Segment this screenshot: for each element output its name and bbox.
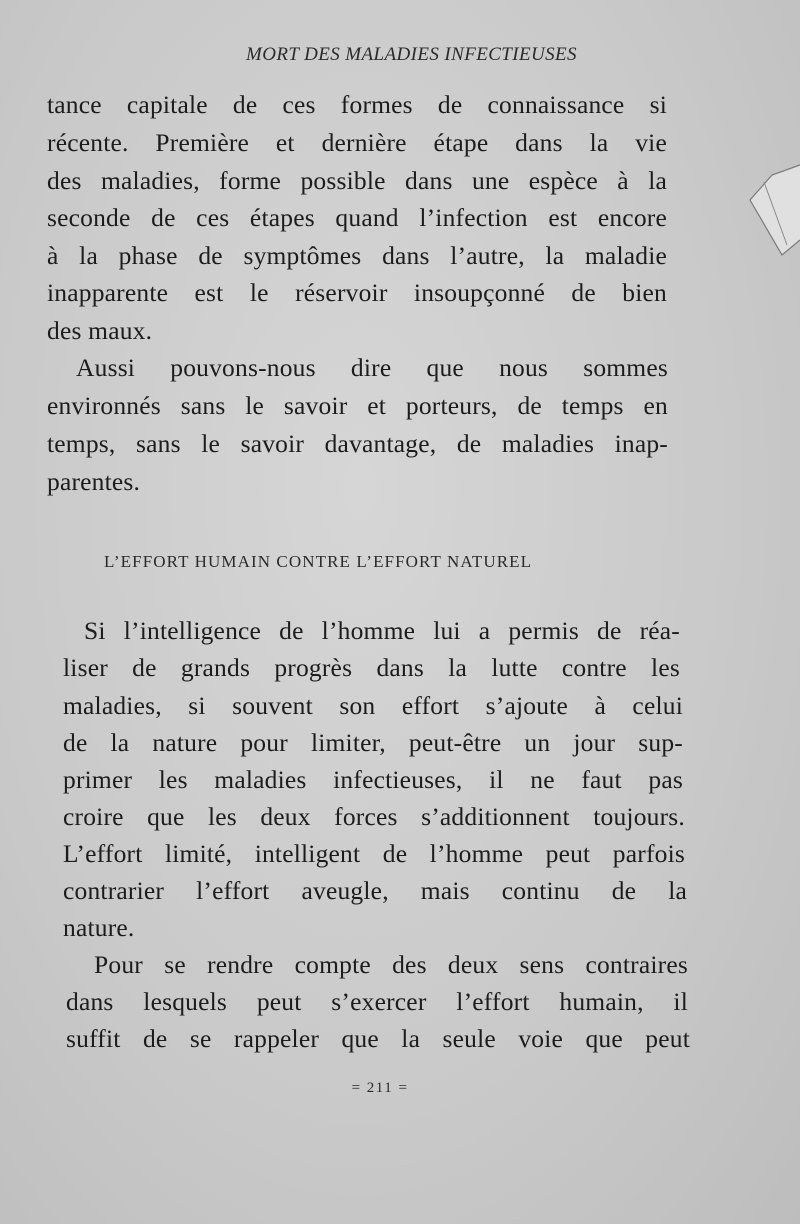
text-line: des maux. — [47, 316, 153, 345]
text-line: Aussi pouvons-nous dire que nous sommes — [76, 353, 668, 382]
text-line: tance capitale de ces formes de connaissance si — [47, 90, 667, 119]
text-line: récente. Première et dernière étape dans la vie — [47, 128, 667, 157]
running-head: MORT DES MALADIES INFECTIEUSES — [246, 44, 577, 65]
text-line: Si l’intelligence de l’homme lui a permis de réa- — [84, 616, 680, 645]
text-line: Pour se rendre compte des deux sens contraires — [94, 950, 688, 979]
text-line: seconde de ces étapes quand l’infection est encore — [47, 203, 667, 232]
text-line: de la nature pour limiter, peut-être un jour sup- — [63, 728, 683, 757]
text-line: contrarier l’effort aveugle, mais continu de la — [63, 876, 687, 905]
text-line: temps, sans le savoir davantage, de maladies inap- — [47, 429, 668, 458]
text-line: des maladies, forme possible dans une espèce à la — [47, 166, 667, 195]
text-line: dans lesquels peut s’exercer l’effort humain, il — [66, 987, 688, 1016]
text-line: à la phase de symptômes dans l’autre, la maladie — [47, 241, 667, 270]
text-line: parentes. — [47, 467, 141, 496]
text-line: primer les maladies infectieuses, il ne faut pas — [63, 765, 683, 794]
text-line: nature. — [63, 913, 135, 942]
text-line: suffit de se rappeler que la seule voie que peut — [66, 1024, 690, 1053]
text-line: croire que les deux forces s’additionnent toujours. — [63, 802, 685, 831]
section-heading: L’EFFORT HUMAIN CONTRE L’EFFORT NATUREL — [104, 552, 533, 571]
text-line: L’effort limité, intelligent de l’homme peut parfois — [63, 839, 685, 868]
page-number: = 211 = — [351, 1080, 409, 1096]
text-line: inapparente est le réservoir insoupçonné de bien — [47, 278, 667, 307]
text-line: liser de grands progrès dans la lutte contre les — [63, 653, 680, 682]
text-line: environnés sans le savoir et porteurs, de temps en — [47, 391, 668, 420]
text-line: maladies, si souvent son effort s’ajoute à celui — [63, 691, 683, 720]
